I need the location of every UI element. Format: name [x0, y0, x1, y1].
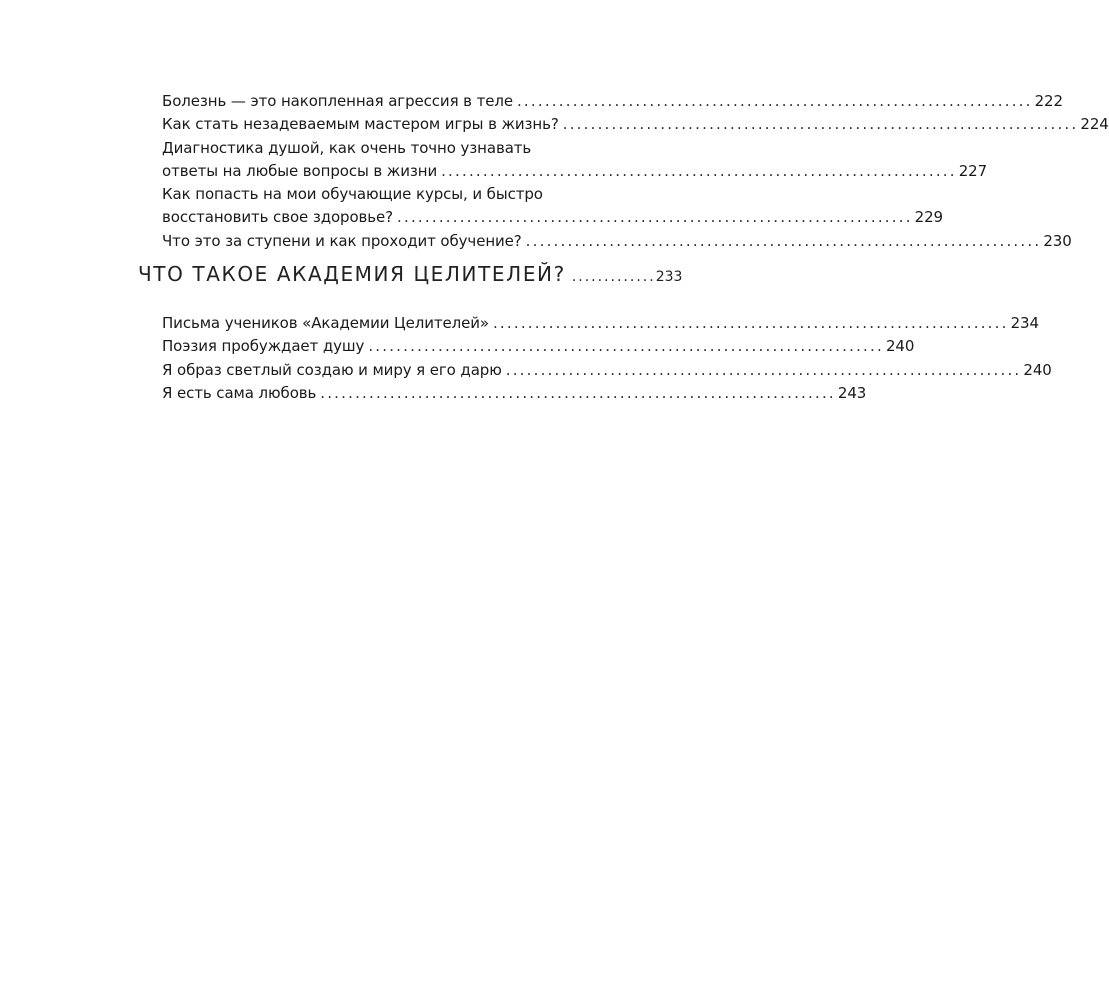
- chapter-page-number: 233: [655, 269, 683, 285]
- toc-entry[interactable]: [162, 335, 915, 358]
- toc-entry[interactable]: [162, 312, 1039, 335]
- toc-page-number: 234: [1010, 314, 1039, 332]
- chapter-title: ЧТО ТАКОЕ АКАДЕМИЯ ЦЕЛИТЕЛЕЙ?: [138, 262, 566, 286]
- toc-entry-title-line-1: Как попасть на мои обучающие курсы, и быстро: [162, 185, 543, 204]
- toc-page-number: 240: [1023, 360, 1052, 379]
- toc-entry[interactable]: [162, 230, 1072, 253]
- toc-entry[interactable]: [162, 113, 1109, 136]
- toc-page-number: 224: [1080, 115, 1109, 134]
- toc-page-number: 227: [958, 161, 988, 180]
- toc-entry-title: Я образ светлый создаю и миру я его дарю: [162, 360, 502, 379]
- toc-entry-title-line-1: Диагностика душой, как очень точно узнавать: [162, 138, 532, 157]
- leader-dots: ..........................................................................: [516, 92, 1033, 110]
- toc-entry-title: Что это за ступени и как проходит обучение?: [162, 231, 522, 250]
- toc-chapter-heading[interactable]: [138, 262, 683, 286]
- toc-page-number: 222: [1034, 92, 1063, 110]
- toc-entry-title-line-2: ответы на любые вопросы в жизни: [162, 161, 438, 180]
- toc-page-number: 230: [1043, 231, 1072, 250]
- toc-entry-title: Как стать незадеваемым мастером игры в жизнь?: [162, 115, 559, 134]
- toc-page-number: 229: [914, 208, 944, 227]
- toc-entry-title: Болезнь — это накопленная агрессия в теле: [162, 92, 513, 110]
- leader-dots: ..........................................................................: [397, 208, 913, 227]
- leader-dots: ..........................................................................: [320, 383, 836, 402]
- toc-page-number: 243: [837, 383, 867, 402]
- leader-dots: ..........................................................................: [441, 161, 957, 180]
- toc-entry-title: Поэзия пробуждает душу: [162, 337, 365, 356]
- leader-dots: ..........................................................................: [492, 314, 1009, 332]
- leader-dots: ..........................................................................: [562, 115, 1079, 134]
- leader-dots: ..........................................................................: [368, 337, 884, 356]
- toc-entry[interactable]: [162, 137, 988, 184]
- toc-entry[interactable]: [162, 382, 867, 405]
- toc-section-2: [162, 312, 1052, 405]
- toc-page-number: 240: [885, 337, 915, 356]
- toc-entry-title: Письма учеников «Академии Целителей»: [162, 314, 489, 332]
- leader-dots: ..........................................................................: [505, 360, 1022, 379]
- toc-entry[interactable]: [162, 183, 944, 230]
- leader-dots: ..........................................................................: [525, 231, 1042, 250]
- toc-section-1: [162, 90, 1109, 253]
- toc-entry[interactable]: [162, 359, 1052, 382]
- toc-entry-title: Я есть сама любовь: [162, 383, 317, 402]
- toc-entry-title-line-2: восстановить свое здоровье?: [162, 208, 394, 227]
- leader-dots: .............: [571, 269, 656, 285]
- toc-entry[interactable]: [162, 90, 1063, 113]
